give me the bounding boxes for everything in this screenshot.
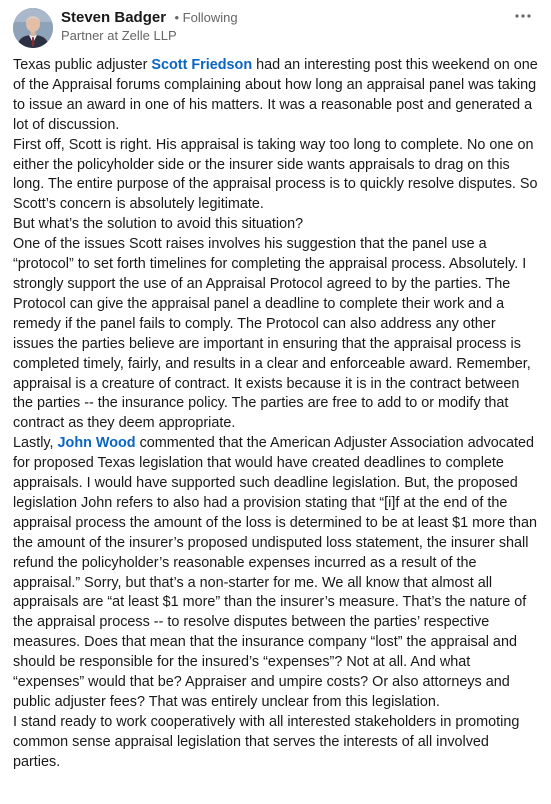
post-paragraph: But what’s the solution to avoid this situation?	[13, 216, 304, 233]
mention-link[interactable]: Scott Friedson	[151, 57, 253, 73]
paragraph-text: Lastly,	[13, 435, 58, 452]
post-paragraph: One of the issues Scott raises involves his suggestion that the panel use a “protocol” to set forth timelines for completing the appraisal process. Absolutely. I strongly support the use of an Appraisal Protocol agreed to by the parties. The Protocol can give the appraisal panel a deadline to complete their work and a remedy if the panel fails to comply. The Protocol can also address any other issues the parties believe are important in ensuring that the appraisal process is completed timely, fairly, and results in a clear and enforceable award. Remember, appraisal is a creature of contract. It exists because it is in the contract between the parties -- the insurance policy. The parties are free to add to or modify that contract as they deem appropriate.	[13, 236, 531, 432]
person-avatar-icon[interactable]	[13, 8, 53, 48]
post-paragraph: I stand ready to work cooperatively with all interested stakeholders in promoting common sense appraisal legislation that serves the interests of all involved parties.	[13, 713, 520, 770]
more-options-button[interactable]	[509, 6, 537, 26]
paragraph-text: had an interesting post this weekend on one of the Appraisal forums complaining about how long an appraisal panel was taking to issue an award in one of his matters. It was a reasonable post and generated a lot of discussion.	[13, 57, 538, 133]
paragraph-text: commented that the American Adjuster Association advocated for proposed Texas legislation that would have created deadlines to complete appraisals. I would have supported such deadline legislation. But, the proposed legislation John refers to also had a provision stating that “[i]f at the end of the appraisal process the amount of the loss is determined to be at least $1 more than the amount of the insurer’s proposed undisputed loss statement, the insurer shall refund the policyholder’s reasonable expenses incurred as a result of the appraisal.” Sorry, but that’s a non-starter for me. We all know that almost all appraisals are “at least $1 more” than the insurer’s measure. That’s the nature of the appraisal process -- to resolve disputes between the parties’ respective measures. Does that mean that the insurance company “lost” the appraisal and should be responsible for the insured’s “expenses”? Not at all. And what “expenses” would that be? Appraiser and umpire costs? Or also attorneys and public adjuster fees? That was entirely unclear from this legislation.	[13, 435, 537, 710]
more-options-icon	[514, 13, 532, 19]
mention-link[interactable]: John Wood	[57, 435, 136, 452]
post-paragraph	[13, 434, 538, 713]
post-paragraph	[13, 56, 538, 136]
author-line	[61, 9, 238, 27]
following-status: • Following	[174, 10, 238, 25]
post-paragraph: First off, Scott is right. His appraisal is taking way too long to complete. No one on either the policyholder side or the insurer side wants appraisals to drag on this long. The entire purpose of the appraisal process is to quickly resolve disputes. So Scott’s concern is absolutely legitimate.	[13, 136, 538, 213]
author-headline: Partner at Zelle LLP	[61, 28, 177, 43]
paragraph-text: Texas public adjuster	[13, 57, 152, 73]
post-header	[0, 0, 551, 56]
avatar-photo	[13, 8, 53, 48]
post-body	[13, 56, 538, 773]
author-name[interactable]: Steven Badger	[61, 9, 167, 26]
